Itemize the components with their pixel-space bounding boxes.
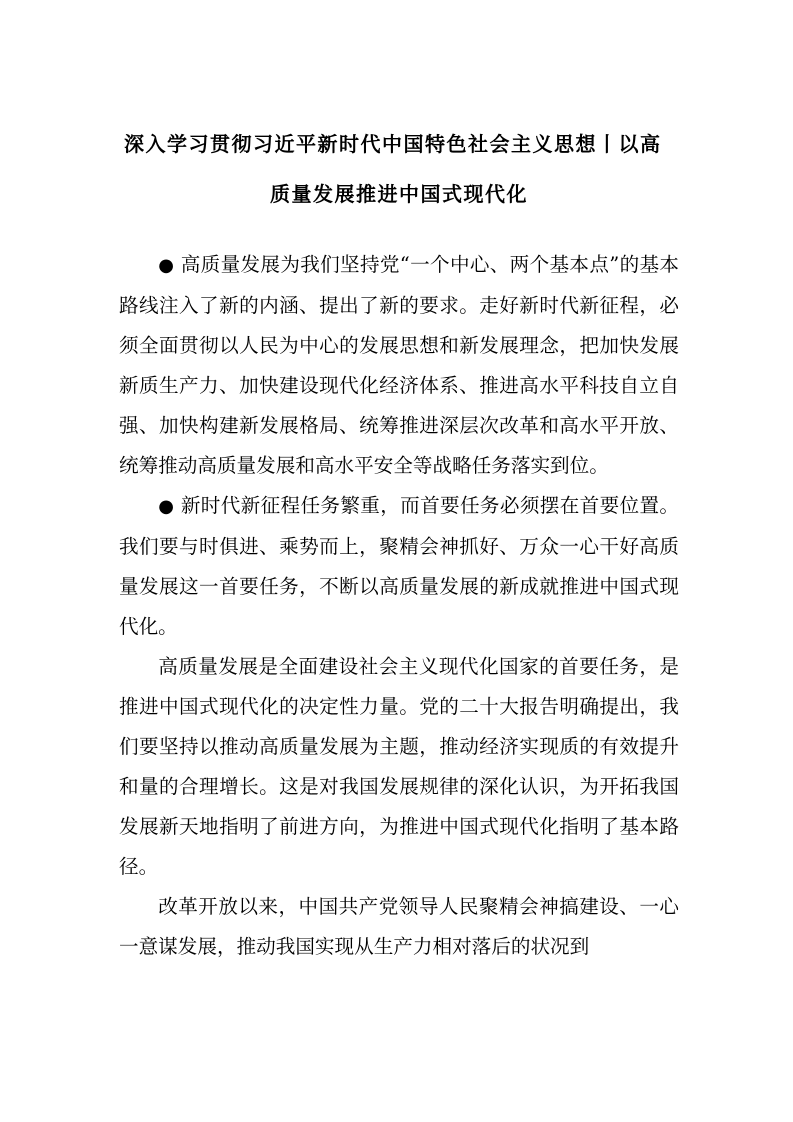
paragraph-text: 高质量发展是全面建设社会主义现代化国家的首要任务，是推进中国式现代化的决定性力量。党的二十大报告明确提出，我们要坚持以推动高质量发展为主题，推动经济实现质的有效提升和量的合理增长。这是对我国发展规律的深化认识，为开拓我国发展新天地指明了前进方向，为推进中国式现代化指明了基本路径。 bbox=[119, 655, 679, 878]
paragraph-1 bbox=[119, 245, 679, 486]
paragraph-3 bbox=[119, 647, 679, 887]
paragraph-text: 高质量发展为我们坚持党“一个中心、两个基本点”的基本路线注入了新的内涵、提出了新的要求。走好新时代新征程，必须全面贯彻以人民为中心的发展思想和新发展理念，把加快发展新质生产力、加快建设现代化经济体系、推进高水平科技自立自强、加快构建新发展格局、统筹推进深层次改革和高水平开放、统筹推动高质量发展和高水平安全等战略任务落实到位。 bbox=[119, 253, 679, 477]
document-title-line-1: 深入学习贯彻习近平新时代中国特色社会主义思想丨以高 bbox=[124, 132, 662, 156]
paragraph-text: 新时代新征程任务繁重，而首要任务必须摆在首要位置。我们要与时俱进、乘势而上，聚精会神抓好、万众一心干好高质量发展这一首要任务，不断以高质量发展的新成就推进中国式现代化。 bbox=[119, 494, 679, 638]
bullet-icon: ● bbox=[158, 255, 175, 276]
paragraph-text: 改革开放以来，中国共产党领导人民聚精会神搞建设、一心一意谋发展，推动我国实现从生产力相对落后的状况到 bbox=[119, 895, 679, 958]
document-title-line-2: 质量发展推进中国式现代化 bbox=[270, 182, 528, 206]
paragraph-2 bbox=[119, 486, 679, 647]
bullet-icon: ● bbox=[158, 496, 175, 517]
document-body bbox=[119, 245, 679, 967]
paragraph-4 bbox=[119, 887, 679, 967]
